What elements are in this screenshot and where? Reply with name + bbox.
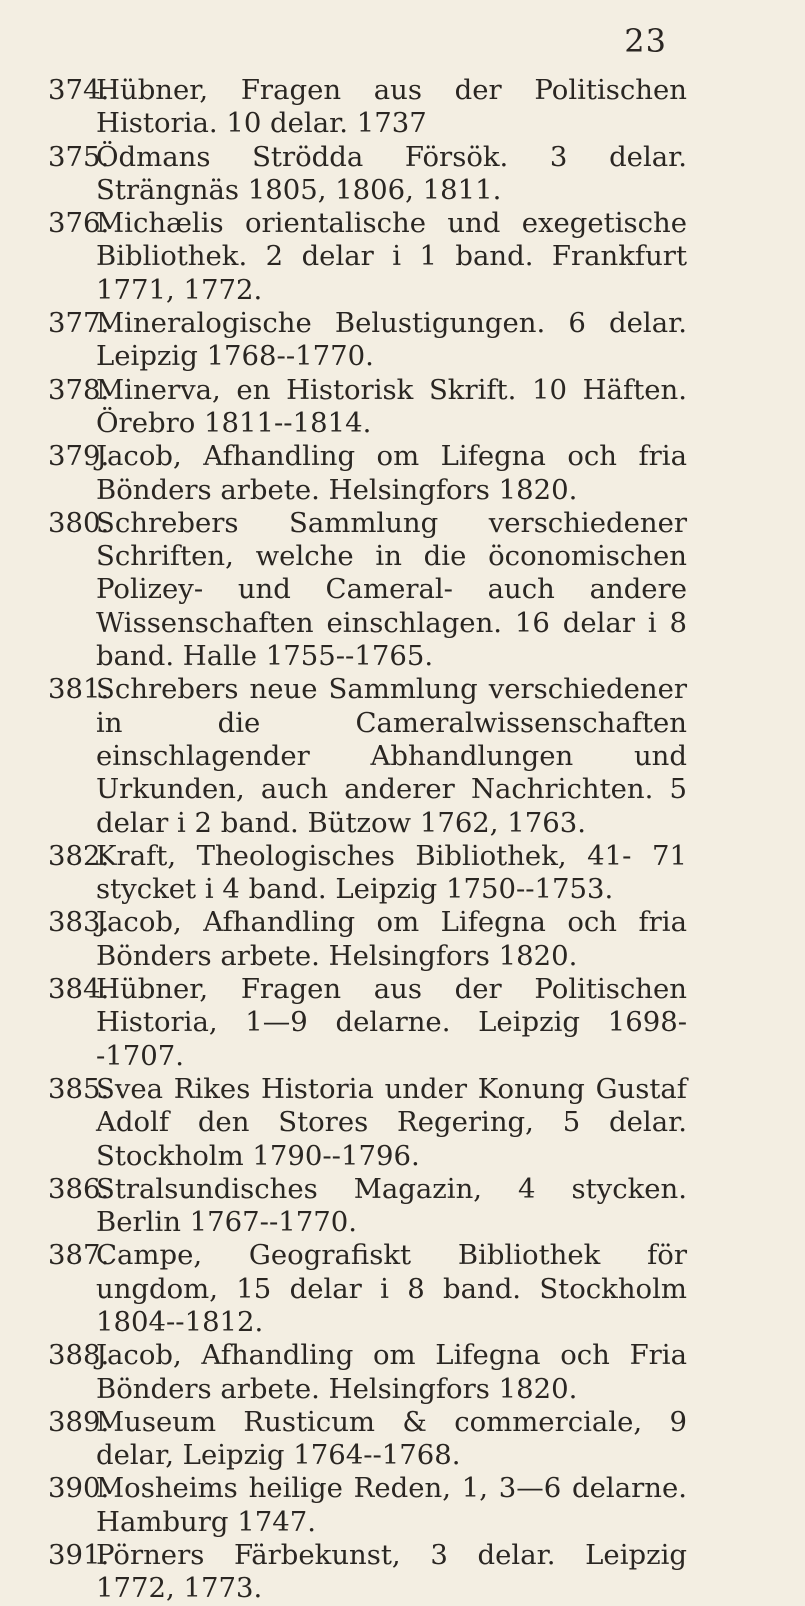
entry-number: 389. [48,1405,110,1438]
entry-text: Minerva, en Historisk Skrift. 10 Häften. Örebro 1811--1814. [96,373,687,439]
entry-number: 387. [48,1239,110,1272]
catalog-entry [48,1172,687,1240]
catalog-entry [48,839,687,907]
entry-text: Kraft, Theologisches Bibliothek, 41- 71 stycket i 4 band. Leipzig 1750--1753. [96,839,687,906]
entry-number: 374. [48,74,110,106]
entry-number: 376. [48,207,110,240]
entry-text: Jacob, Afhandling om Lifegna och fria Bönders arbete. Helsingfors 1820. [96,440,687,506]
entry-number: 377. [48,307,110,340]
entry-number: 375. [48,140,110,173]
catalog-entry [48,673,687,839]
entry-number: 382. [48,839,110,872]
entry-text: Ödmans Strödda Försök. 3 delar. Strängnäs 1805, 1806, 1811. [96,140,687,206]
entry-number: 384. [48,973,110,1006]
catalog-entry [48,1072,687,1173]
catalog-entry [48,1472,687,1539]
catalog-entry [48,74,687,141]
catalog-entry [48,1539,687,1606]
catalog-entry [48,1339,687,1406]
catalog-entry [48,1405,687,1473]
catalog-entry [48,1239,687,1339]
entry-text: Mineralogische Belustigungen. 6 delar. Leipzig 1768--1770. [96,307,687,373]
entry-text: Jacob, Afhandling om Lifegna och Fria Bönders arbete. Helsingfors 1820. [96,1339,687,1405]
entry-text: Stralsundisches Magazin, 4 stycken. Berlin 1767--1770. [96,1172,687,1239]
entry-number: 378. [48,373,110,406]
entry-text: Hübner, Fragen aus der Politischen Historia. 10 delar. 1737 [96,74,687,140]
entry-text: Museum Rusticum & commerciale, 9 delar, Leipzig 1764--1768. [96,1405,687,1472]
catalog-entry [48,140,687,208]
entry-text: Michælis orientalische und exegetische Bibliothek. 2 delar i 1 band. Frankfurt 1771, 1772. [96,207,687,306]
catalog-entry [48,973,687,1073]
catalog-entry [48,373,687,441]
entry-number: 390. [48,1472,110,1505]
entry-number: 388. [48,1339,110,1372]
catalog-entry [48,506,687,673]
entry-number: 391. [48,1539,110,1572]
entry-text: Campe, Geografiskt Bibliothek för ungdom, 15 delar i 8 band. Stockholm 1804--1812. [96,1239,687,1338]
catalog-entry [48,207,687,307]
entry-text: Mosheims heilige Reden, 1, 3—6 delarne. Hamburg 1747. [96,1472,687,1538]
entry-text: Schrebers neue Sammlung verschiedener in die Cameralwissenschaften einschlagender Abhandlungen und Urkunden, auch anderer Nachrichten. 5 delar i 2 band. Bützow 1762, 1763. [96,673,687,839]
catalog-entry [48,440,687,507]
catalog-entry [48,906,687,973]
entry-text: Schrebers Sammlung verschiedener Schriften, welche in die öconomischen Polizey- und Cameral- auch andere Wissenschaften einschlagen. 16 delar i 8 band. Halle 1755--1765. [96,506,687,673]
entry-number: 380. [48,506,110,539]
entry-text: Svea Rikes Historia under Konung Gustaf Adolf den Stores Regering, 5 delar. Stockholm 1790--1796. [96,1072,687,1172]
entry-text: Pörners Färbekunst, 3 delar. Leipzig 1772, 1773. [96,1539,687,1605]
entry-number: 383. [48,906,110,939]
entry-number: 386. [48,1172,110,1205]
entry-text: Jacob, Afhandling om Lifegna och fria Bönders arbete. Helsingfors 1820. [96,906,687,972]
entry-number: 385. [48,1072,110,1105]
entry-number: 379. [48,440,110,473]
catalog-entries [48,74,687,1606]
entry-number: 381. [48,673,110,706]
catalog-entry [48,307,687,374]
entry-text: Hübner, Fragen aus der Politischen Historia, 1—9 delarne. Leipzig 1698--1707. [96,973,687,1072]
page-number: 23 [624,22,667,60]
